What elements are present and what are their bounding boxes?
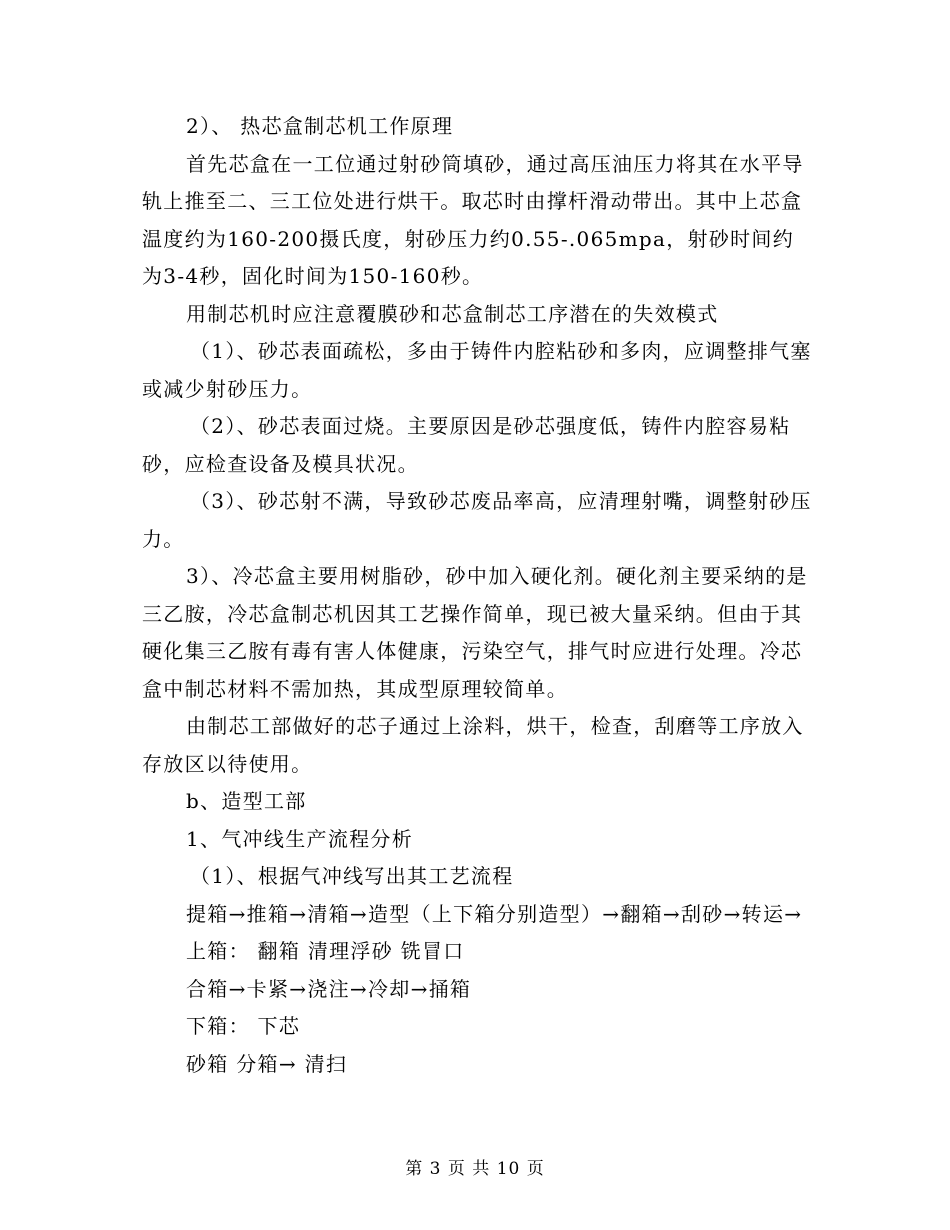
paragraph-hot-core-principle: 首先芯盒在一工位通过射砂筒填砂，通过高压油压力将其在水平导轨上推至二、三工位处进行烘干。取芯时由撑杆滑动带出。其中上芯盒温度约为160-200摄氏度，射砂压力约0.55-.065mpa，射砂时间约为3-4秒，固化时间为150-160秒。 xyxy=(142,151,804,288)
paragraph-core-storage: 由制芯工部做好的芯子通过上涂料，烘干，检查，刮磨等工序放入存放区以待使用。 xyxy=(142,714,804,776)
section-heading-molding: b、造型工部 xyxy=(186,789,307,813)
paragraph-failure-modes-intro: 用制芯机时应注意覆膜砂和芯盒制芯工序潜在的失效模式 xyxy=(186,301,719,326)
list-item-process-flow: （1）、根据气冲线写出其工艺流程 xyxy=(190,864,514,888)
list-item-failure-2: （2）、砂芯表面过烧。主要原因是砂芯强度低，铸件内腔容易粘砂，应检查设备及模具状况。 xyxy=(142,414,791,476)
flow-line-upper-box: 上箱： 翻箱 清理浮砂 铣冒口 xyxy=(186,939,465,963)
list-item-failure-1: （1）、砂芯表面疏松，多由于铸件内腔粘砂和多肉，应调整排气塞或减少射砂压力。 xyxy=(142,339,812,401)
flow-line-lower-box: 下箱： 下芯 xyxy=(186,1014,301,1038)
flow-line-sand-box: 砂箱 分箱→ 清扫 xyxy=(186,1051,348,1076)
subsection-heading-air-impact-line: 1、气冲线生产流程分析 xyxy=(186,826,414,851)
section-heading-hot-core-box: 2）、 热芯盒制芯机工作原理 xyxy=(186,114,454,138)
document-body xyxy=(142,108,812,1083)
flow-line-closing: 合箱→卡紧→浇注→冷却→捅箱 xyxy=(186,976,472,1001)
paragraph-cold-core-box: 3）、冷芯盒主要用树脂砂，砂中加入硬化剂。硬化剂主要采纳的是三乙胺，冷芯盒制芯机因其工艺操作简单，现已被大量采纳。但由于其硬化集三乙胺有毒有害人体健康，污染空气，排气时应进行处理。冷芯盒中制芯材料不需加热，其成型原理较简单。 xyxy=(142,564,808,701)
page-number-footer: 第 3 页 共 10 页 xyxy=(405,1159,545,1179)
flow-line-1: 提箱→推箱→清箱→造型（上下箱分别造型）→翻箱→刮砂→转运→ xyxy=(186,901,803,926)
list-item-failure-3: （3）、砂芯射不满，导致砂芯废品率高，应清理射嘴，调整射砂压力。 xyxy=(142,489,812,551)
